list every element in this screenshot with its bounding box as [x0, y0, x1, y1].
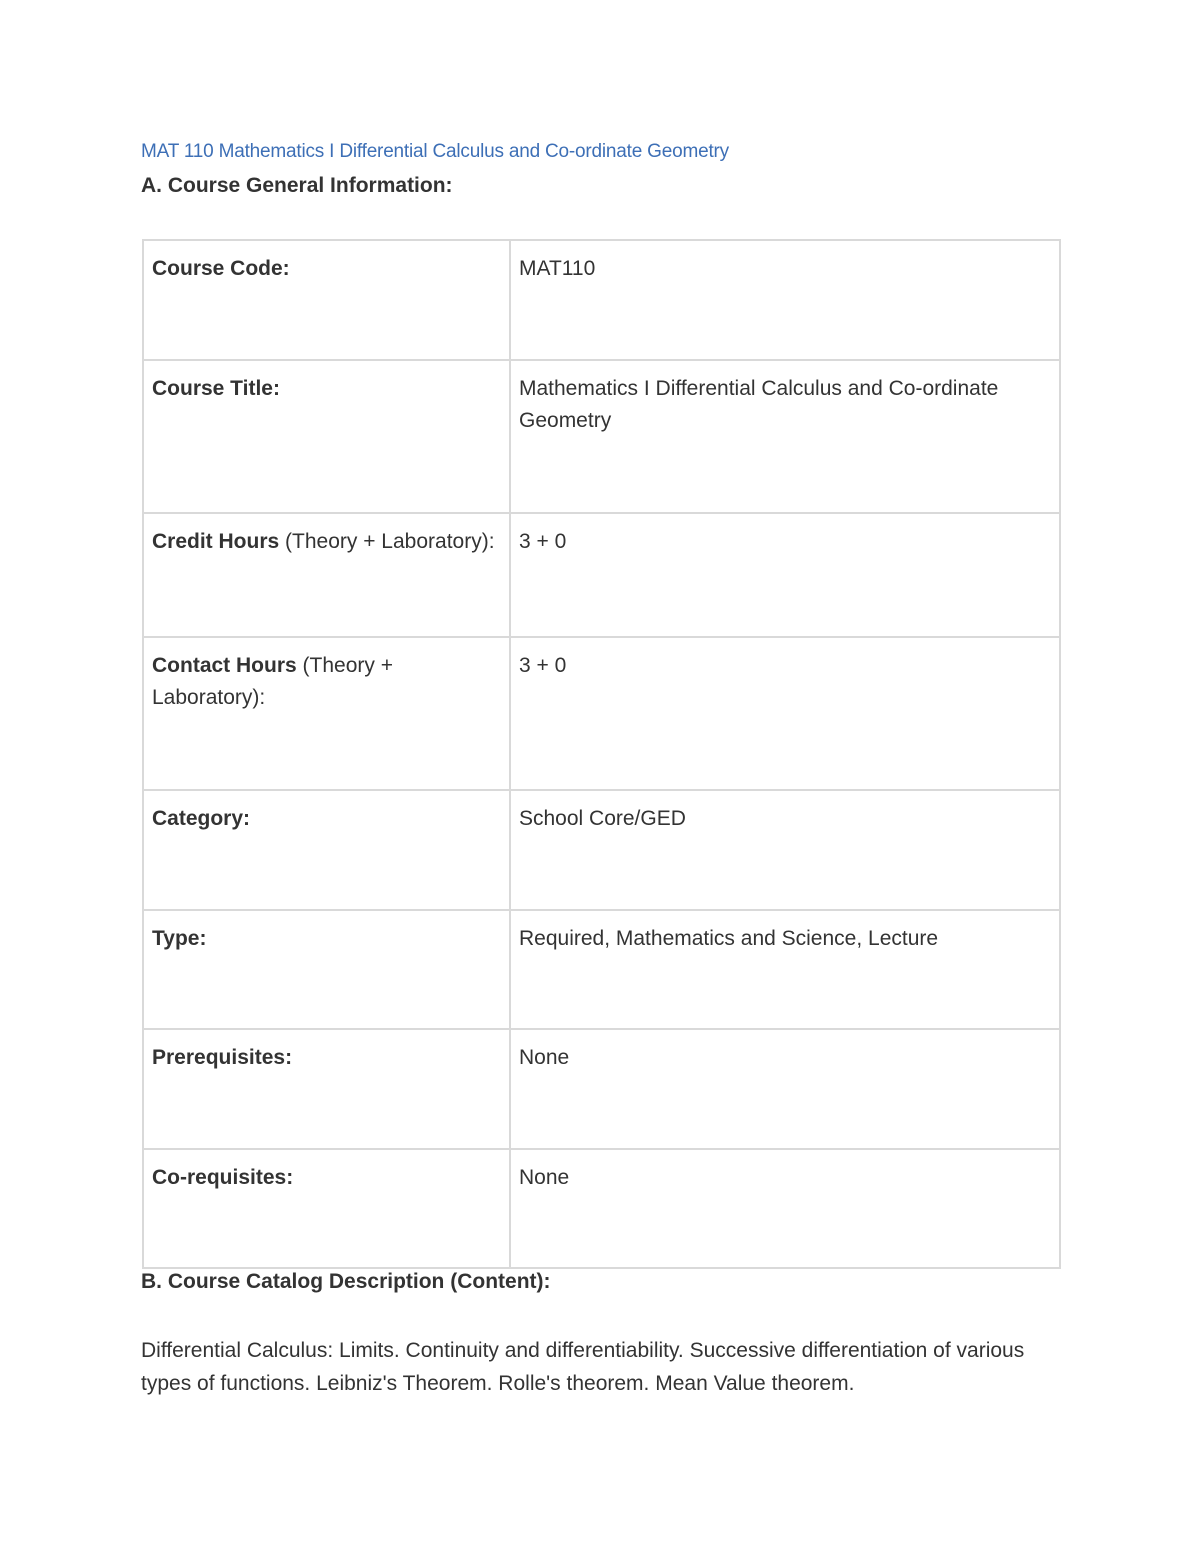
- course-description: Differential Calculus: Limits. Continuity and differentiability. Successive differentiation of various types of functions. Leibniz's Theorem. Rolle's theorem. Mean Value theorem.: [141, 1339, 1025, 1395]
- row-label-cell: [143, 360, 510, 513]
- row-value: None: [519, 1046, 570, 1069]
- row-label-cell: [143, 1149, 510, 1268]
- row-value-cell: [510, 637, 1060, 790]
- row-label: Credit Hours: [152, 530, 280, 553]
- table-row: [143, 360, 1060, 513]
- row-value-cell: [510, 360, 1060, 513]
- row-value: MAT110: [519, 257, 596, 280]
- row-value-cell: [510, 1029, 1060, 1149]
- row-label: Course Code:: [152, 257, 290, 280]
- row-label: Prerequisites:: [152, 1046, 293, 1069]
- row-label-cell: [143, 513, 510, 637]
- row-value: None: [519, 1166, 570, 1189]
- row-label: Category:: [152, 807, 251, 830]
- row-label-cell: [143, 790, 510, 910]
- row-label: Co-requisites:: [152, 1166, 294, 1189]
- course-link-title[interactable]: MAT 110 Mathematics I Differential Calculus and Co-ordinate Geometry: [141, 141, 729, 162]
- table-row: [143, 240, 1060, 360]
- row-label-extra: (Theory + Laboratory):: [152, 654, 393, 709]
- row-label-cell: [143, 1029, 510, 1149]
- table-row: [143, 513, 1060, 637]
- row-label: Type:: [152, 927, 207, 950]
- row-value-cell: [510, 513, 1060, 637]
- row-label: Contact Hours: [152, 654, 297, 677]
- row-label-cell: [143, 240, 510, 360]
- row-value-cell: [510, 790, 1060, 910]
- row-label: Course Title:: [152, 377, 280, 400]
- row-label-extra: (Theory + Laboratory):: [279, 530, 495, 553]
- row-value: School Core/GED: [519, 807, 686, 830]
- row-value-cell: [510, 1149, 1060, 1268]
- course-info-table: [142, 239, 1061, 1269]
- table-row: [143, 910, 1060, 1029]
- row-value: Mathematics I Differential Calculus and Co-ordinate Geometry: [519, 377, 999, 432]
- table-row: [143, 1149, 1060, 1268]
- table-row: [143, 637, 1060, 790]
- section-a-heading: A. Course General Information:: [141, 174, 453, 197]
- row-label-cell: [143, 910, 510, 1029]
- table-row: [143, 790, 1060, 910]
- row-value-cell: [510, 240, 1060, 360]
- table-row: [143, 1029, 1060, 1149]
- row-value: 3 + 0: [519, 654, 567, 677]
- row-value: 3 + 0: [519, 530, 567, 553]
- row-value: Required, Mathematics and Science, Lecture: [519, 927, 939, 950]
- row-label-cell: [143, 637, 510, 790]
- row-value-cell: [510, 910, 1060, 1029]
- section-b-heading: B. Course Catalog Description (Content):: [141, 1270, 551, 1293]
